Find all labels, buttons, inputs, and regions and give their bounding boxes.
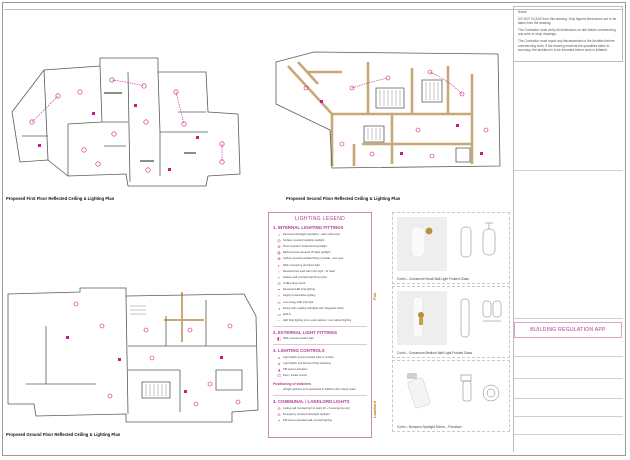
- product-drawing: [455, 219, 505, 271]
- first-floor-caption: Proposed First Floor Reflected Ceiling & Lighting Plan: [6, 196, 115, 201]
- title-block-divider: [513, 170, 623, 171]
- product-photo: [397, 291, 447, 345]
- product-caption: Cortin – Crossmont Small Wall Light Frosted Glass: [397, 277, 469, 281]
- product-panel-1: [392, 212, 510, 284]
- flat-tag: Flat: [372, 292, 377, 300]
- legend-row: ┄ LED Strip lighting to be under cabinet / over cabinet lighting: [275, 318, 368, 324]
- legend-row: ⊡ Door / socket control: [275, 373, 368, 379]
- product-caption: Cortin – Bumpino Spotlight 50mm – Porcelain: [397, 425, 462, 429]
- legend-row: · All light switches to be positioned at 1200mm AFL unless noted: [275, 387, 368, 393]
- legend-row: ◓ PIR sensor activated wall mounted lighting: [275, 417, 368, 423]
- second-floor-plan: [272, 44, 508, 176]
- pendant-icon: ⊗: [277, 256, 281, 262]
- legend-row: ď Light Switch and Dimmer (Plate switches): [275, 360, 368, 366]
- legend-row: ś Light Switch (recommended clear or similar): [275, 354, 368, 360]
- dimmer-icon: ď: [277, 360, 281, 366]
- legend-row: ⊙ LV/ELV lamp circuit: [275, 281, 368, 287]
- product-drawing: [455, 293, 505, 345]
- legend-row: ◍ Bathroom/wet recessed IP rated spotlight: [275, 250, 368, 256]
- legend-row: ⊖ Ceiling wall mounted light to stairs (D + S emergency test): [275, 405, 368, 411]
- drawing-notes: [513, 6, 623, 62]
- notes-line: The Contractor must report any discrepancies to the Architect before commencing work. If the drawing exceeds the quantities taken to accuracy, the architect is to be informed before work is initiated.: [518, 39, 615, 52]
- eg-lg-icon: ▭: [277, 312, 281, 318]
- legend-divider: [273, 344, 367, 345]
- ground-floor-caption: Proposed Ground Floor Reflected Ceiling & Lighting Plan: [6, 432, 121, 437]
- product-photo: [397, 365, 447, 419]
- lamp-circuit-icon: ⊙: [277, 281, 281, 287]
- legend-row: ▭ EG/LG: [275, 311, 368, 317]
- decorative-supply-icon: ⌁: [277, 293, 281, 299]
- lighting-legend: [268, 212, 372, 438]
- product-drawing: [455, 367, 505, 419]
- notes-line: DO NOT SCALE from this drawing. Only figured dimensions are to be taken from the drawing.: [518, 17, 617, 26]
- wall-switch-light-icon: ◑: [277, 305, 281, 311]
- landlord-tag: Landlord: [372, 400, 377, 418]
- product-photo: [397, 217, 447, 271]
- legend-row: ▫ Recessed low level wall / floor light – IP rated: [275, 268, 368, 274]
- door-control-icon: ⊡: [277, 373, 281, 379]
- title-block-divider: [513, 378, 623, 379]
- product-panel-3: [392, 360, 510, 432]
- ip-spotlight-icon: ◍: [277, 250, 281, 256]
- legend-row: ⌁ Supply to decorative lighting: [275, 293, 368, 299]
- legend-row: ◑ Dining wall / reading wall lights with integrated switch: [275, 305, 368, 311]
- ground-floor-plan: [6, 286, 262, 426]
- title-block-divider: [513, 434, 623, 435]
- legend-divider: [273, 326, 367, 327]
- pir-wall-light-icon: ◓: [277, 417, 281, 423]
- pivot-spotlight-icon: ⊕: [277, 243, 281, 249]
- legend-row: ┅ Recessed LED strip lighting: [275, 287, 368, 293]
- downlight-icon: ○: [277, 231, 281, 237]
- product-panel-2: [392, 286, 510, 358]
- emergency-light-icon: ⊘: [277, 411, 281, 417]
- switch-icon: ś: [278, 354, 280, 360]
- legend-row: ◐ Wall mounted up and down light: [275, 262, 368, 268]
- outdoor-light-icon: ◧: [277, 336, 281, 342]
- title-block-border: [513, 6, 514, 452]
- note-icon: ·: [278, 387, 280, 393]
- legend-row: ⊗ Ceiling mounted pendant fitting or similar – see spec: [275, 256, 368, 262]
- legend-heading-communal: 4. COMMUNAL / LANDLORD LIGHTS: [273, 398, 350, 404]
- legend-row: ○ Recessed downlight (spotlight) – warm white spot: [275, 231, 368, 237]
- legend-row: ◧ Wall mounted outdoor light: [275, 336, 368, 342]
- stair-light-icon: ⊖: [277, 405, 281, 411]
- cabinet-strip-icon: ┄: [277, 318, 281, 324]
- second-floor-caption: Proposed Second Floor Reflected Ceiling & Lighting Plan: [286, 196, 401, 201]
- product-caption: Cortin – Crossmont Medium Wall Light Frosted Glass: [397, 351, 473, 355]
- legend-divider: [273, 395, 367, 396]
- title-block-divider: [513, 416, 623, 417]
- feature-light-icon: ▪: [278, 274, 280, 280]
- led-strip-light-icon: ═: [277, 299, 281, 305]
- legend-row: ═ Low energy LED strip light: [275, 299, 368, 305]
- title-block-divider: [513, 398, 623, 399]
- legend-row: ▪ Feature wall mounted light fit-out point: [275, 274, 368, 280]
- surface-spotlight-icon: ◎: [277, 237, 281, 243]
- wall-light-icon: ◐: [277, 262, 281, 268]
- first-floor-plan: [8, 52, 244, 190]
- title-block-divider: [513, 318, 623, 319]
- legend-row: ⊘ Emergency recessed downlight spotlight: [275, 411, 368, 417]
- legend-row: ⊕ Pivot mounted / bi-directional spotlight: [275, 243, 368, 249]
- title-block-divider: [513, 356, 623, 357]
- status-stamp: BUILDING REGULATION APP: [514, 322, 622, 338]
- led-strip-icon: ┅: [277, 287, 281, 293]
- legend-heading-controls: 3. LIGHTING CONTROLS: [273, 348, 325, 353]
- floor-light-icon: ▫: [278, 268, 280, 274]
- notes-line: The Contractor must verify all dimensions on site before commencing any work or shop drawings.: [518, 28, 616, 37]
- legend-title: LIGHTING LEGEND: [294, 216, 346, 222]
- legend-heading-internal: 1. INTERNAL LIGHTING FITTINGS: [273, 225, 344, 230]
- pir-sensor-icon: ◮: [277, 366, 281, 372]
- legend-heading-switch-position: Positioning of switches: [273, 381, 311, 386]
- legend-row: ◎ Surface mounted (ceilable) spotlight: [275, 237, 368, 243]
- notes-heading: Notes:: [518, 10, 528, 14]
- legend-row: ◮ PIR sensor activation: [275, 366, 368, 372]
- legend-heading-external: 2. EXTERNAL LIGHT FITTINGS: [273, 329, 338, 335]
